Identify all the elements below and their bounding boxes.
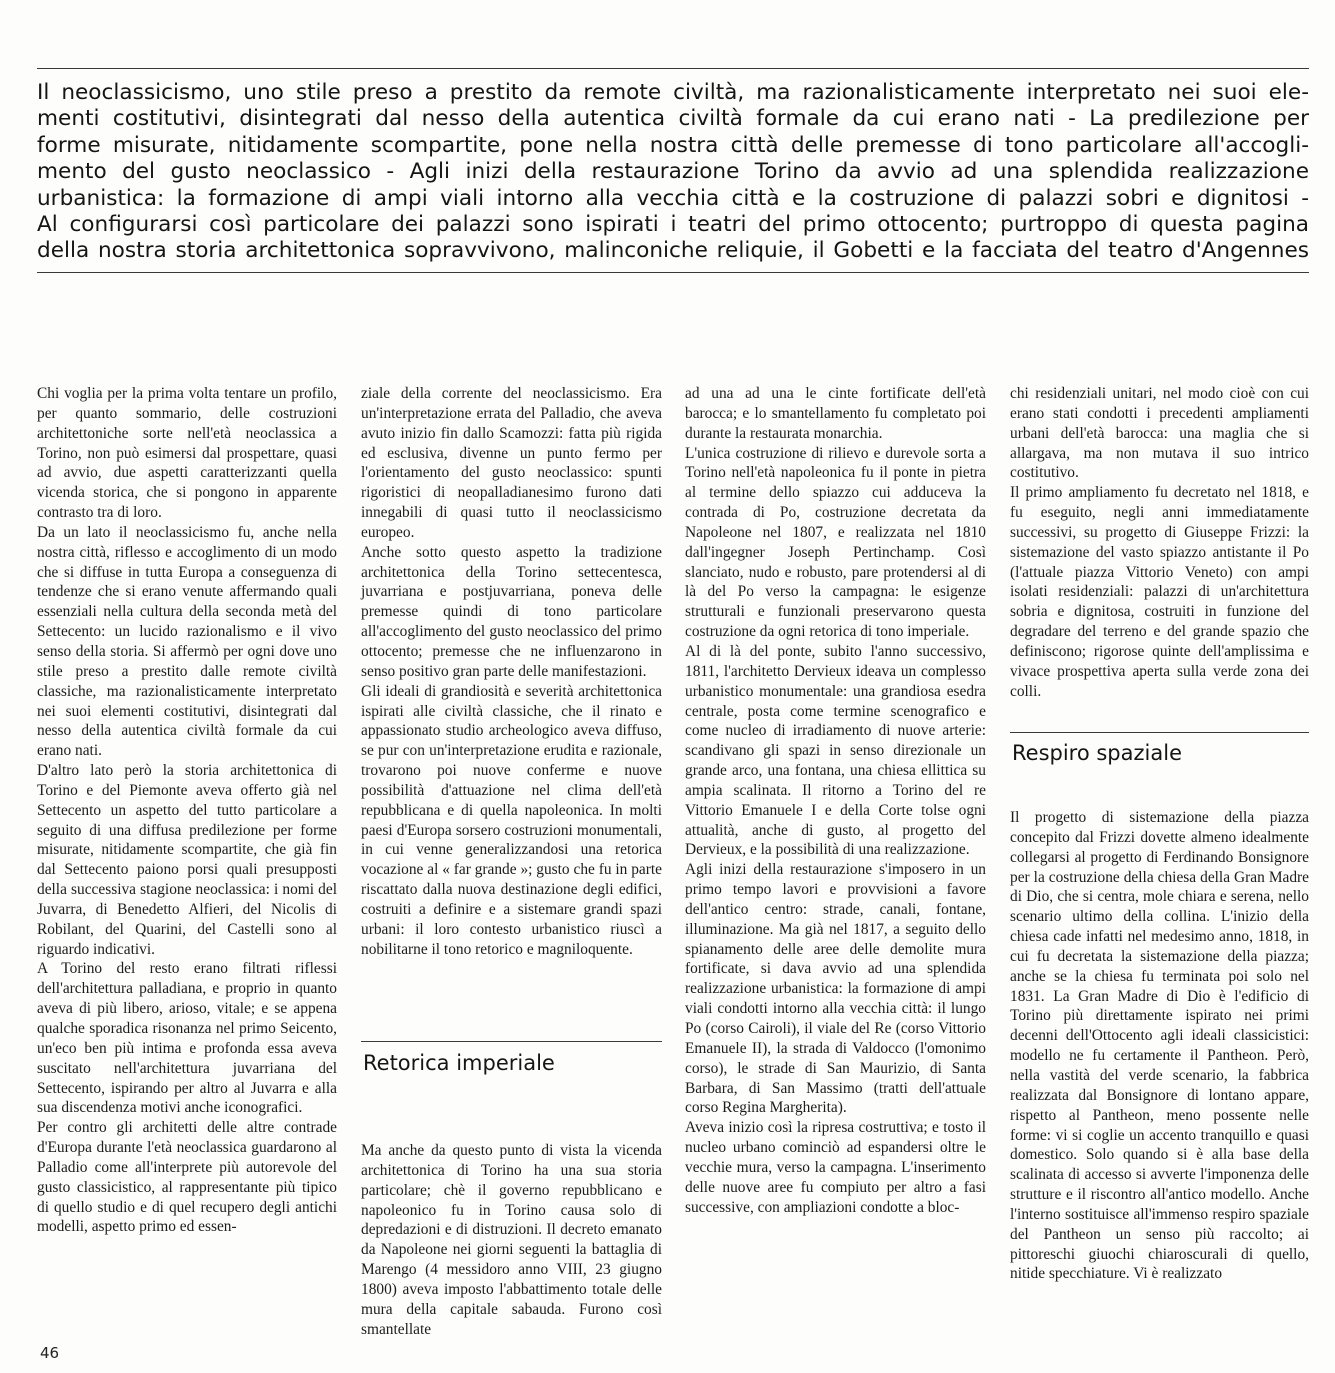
paragraph: Chi voglia per la prima volta tentare un profilo, per quanto sommario, delle costruzioni architettoniche sorte nell'età neoclassica a Torino, non può esimersi dal prospettare, quasi ad avvio, due aspetti caratterizzanti quella vicenda storica, che si pongono in apparente contrasto tra di loro.: [37, 385, 337, 522]
paragraph: ziale della corrente del neoclassicismo. Era un'interpretazione errata del Palladio, che aveva avuto inizio fin dallo Scamozzi: fatta più rigida ed esclusiva, divenne un punto fermo per l'orientamento del gusto neoclassico: spunti rigoristici di neopalladianesimo furono dati innegabili di quasi tutto il neoclassicismo europeo.: [361, 385, 662, 541]
paragraph: Per contro gli architetti delle altre contrade d'Europa durante l'età neoclassica guardarono al Palladio come all'interprete più autorevole del gusto classicistico, al rappresentante più tipico di quello studio e di quel recupero degli antichi modelli, aspetto primo ed essen-: [37, 1119, 337, 1236]
headline-line: mento del gusto neoclassico - Agli inizi della restaurazione Torino da avvio ad una splendida realizzazione: [37, 159, 1309, 185]
headline-line: forme misurate, nitidamente scompartite, pone nella nostra città delle premesse di tono particolare all'accogli-: [37, 132, 1309, 158]
paragraph: Gli ideali di grandiosità e severità architettonica ispirati alle civiltà classiche, che il rinato e appassionato studio archeologico aveva diffuso, se pur con un'interpretazione erudita e razionale, trovarono poi nuove conferme e nuove possibilità d'attuazione nel clima dell'età repubblicana e di quella napoleonica. In molti paesi d'Europa sorsero costruzioni monumentali, in cui venne generalizzandosi una retorica vocazione al « far grande »; gusto che fu in parte riscattato dalla nuova destinazione degli edifici, costruiti a definire e a sistemare grandi spazi urbani: il loro contesto urbanistico riuscì a nobilitarne il tono retorico e magniloquente.: [361, 682, 662, 958]
column-3: [685, 384, 986, 1217]
header-top-rule: [37, 68, 1309, 69]
section-rule: [361, 1041, 662, 1042]
header-bottom-rule: [37, 272, 1309, 273]
column-2-section: [361, 1141, 662, 1339]
paragraph: ad una ad una le cinte fortificate dell'età barocca; e lo smantellamento fu completato poi durante la restaurata monarchia.: [685, 385, 986, 442]
headline-line: Al configurarsi così particolare dei palazzi sono ispirati i teatri del primo ottocento; purtroppo di questa pagina: [37, 212, 1309, 238]
paragraph: A Torino del resto erano filtrati riflessi dell'architettura palladiana, e proprio in quanto aveva di più libero, arioso, vitale; e se appena qualche sporadica risonanza nel primo Seicento, un'eco ben più intima e profonda essa aveva suscitato nell'architettura juvarriana del Settecento, ispirando per altro al Juvarra e alla sua discendenza motivi anche iconografici.: [37, 960, 337, 1117]
column-4-section: [1010, 808, 1309, 1284]
column-2: [361, 384, 662, 959]
paragraph: Agli inizi della restaurazione s'imposero in un primo tempo lavori e provvisioni a favore dell'antico centro: strade, canali, fontane, illuminazione. Ma già nel 1817, a seguito dello spianamento delle aree delle demolite mura fortificate, si dava avvio ad una splendida realizzazione urbanistica: la formazione di ampi viali condotti intorno alla vecchia città: il lungo Po (corso Cairoli), il viale del Re (corso Vittorio Emanuele II), la strada di Valdocco (l'omonimo corso), le strade di San Maurizio, di Santa Barbara, di San Massimo (tratti dell'attuale corso Regina Margherita).: [685, 861, 986, 1117]
paragraph: Anche sotto questo aspetto la tradizione architettonica della Torino settecentesca, juvarriana e postjuvarriana, poneva delle premesse quindi di tono particolare all'accoglimento del gusto neoclassico del primo ottocento; premesse che ne influenzarono in senso positivo gran parte delle manifestazioni.: [361, 543, 662, 680]
paragraph: Aveva inizio così la ripresa costruttiva; e tosto il nucleo urbano cominciò ad espandersi oltre le vecchie mura, verso la campagna. L'inserimento delle nuove aree fu compiuto per altro a fasi successive, con ampliazioni condotte a bloc-: [685, 1119, 986, 1216]
page-number: 46: [40, 1344, 60, 1362]
headline-summary: [37, 80, 1309, 265]
paragraph: Al di là del ponte, subito l'anno successivo, 1811, l'architetto Dervieux ideava un complesso urbanistico monumentale: una grandiosa esedra centrale, posta come termine scenografico e come nucleo di irradiamento di nuove arterie: scandivano gli spazi in senso direzionale un grande arco, una fontana, una chiesa ellittica su ampia scalinata. Il ritorno a Torino del re Vittorio Emanuele I e della Corte tolse ogni attualità, anche di gusto, al progetto del Dervieux, e la possibilità di una realizzazione.: [685, 642, 986, 859]
headline-line: Il neoclassicismo, uno stile preso a prestito da remote civiltà, ma razionalisticamente interpretato nei suoi ele-: [37, 80, 1309, 105]
paragraph: Da un lato il neoclassicismo fu, anche nella nostra città, riflesso e accoglimento di un modo che si diffuse in tutta Europa a conseguenza di tendenze che si erano venute affermando quali essenziali nella cultura della seconda metà del Settecento: un lucido razionalismo e il vivo senso della storia. Si affermò per ogni dove uno stile preso a prestito dalle remote civiltà classiche, ma razionalisticamente interpretato nei suoi elementi costitutivi, disintegrati dal nesso della autentica civiltà formale da cui erano nati.: [37, 523, 337, 760]
section-rule: [1010, 732, 1309, 733]
section-heading-retorica-imperiale: Retorica imperiale: [363, 1051, 555, 1075]
column-4: [1010, 384, 1309, 702]
paragraph: Ma anche da questo punto di vista la vicenda architettonica di Torino ha una sua storia particolare; chè il governo repubblicano e napoleonico fu in Torino causa solo di depredazioni e di distruzioni. Il decreto emanato da Napoleone nei giorni seguenti la battaglia di Marengo (4 messidoro anno VIII, 23 giugno 1800) aveva imposto l'abbattimento totale delle mura della capitale sabauda. Furono così smantellate: [361, 1142, 662, 1338]
section-heading-respiro-spaziale: Respiro spaziale: [1012, 741, 1182, 765]
headline-line: menti costitutivi, disintegrati dal nesso della autentica civiltà formale da cui erano nati - La predilezione per: [37, 106, 1309, 132]
headline-line: urbanistica: la formazione di ampi viali intorno alla vecchia città e la costruzione di palazzi sobri e dignitosi -: [37, 185, 1309, 211]
headline-line: della nostra storia architettonica sopravvivono, malinconiche reliquie, il Gobetti e la facciata del teatro d'Angennes: [37, 238, 1309, 264]
paragraph: Il progetto di sistemazione della piazza concepito dal Frizzi dovette almeno idealmente collegarsi al progetto di Ferdinando Bonsignore per la costruzione della chiesa della Gran Madre di Dio, che si centra, mole chiara e serena, nello scenario ultimo della collina. L'inizio della chiesa cade infatti nel medesimo anno, 1818, in cui fu decretata la sistemazione della piazza; anche se la chiesa fu terminata poi solo nel 1831. La Gran Madre di Dio è l'edificio di Torino più direttamente ispirato nei primi decenni dell'Ottocento agli ideali classicistici: modello ne fu certamente il Pantheon. Però, nella vastità del verde scenario, la fabbrica realizzata dal Bonsignore di lontano appare, rispetto al Pantheon, meno possente nelle forme: vi si coglie un accento tranquillo e quasi domestico. Solo quando si è alla base della scalinata di accesso si avverte l'imponenza delle strutture e il riscontro all'antico modello. Anche l'interno sostituisce all'immenso respiro spaziale del Pantheon un senso più raccolto; ai pittoreschi giuochi chiaroscurali di quello, nitide specchiature. Vi è realizzato: [1010, 809, 1309, 1283]
paragraph: L'unica costruzione di rilievo e durevole sorta a Torino nell'età napoleonica fu il ponte in pietra al termine dello spiazzo cui adduceva la contrada di Po, costruzione decretata da Napoleone nel 1807, e realizzata nel 1810 dall'ingegner Joseph Pertinchamp. Così slanciato, nudo e robusto, pare protendersi al di là del Po verso la campagna: le esigenze strutturali e funzionali preservarono questa costruzione da ogni retorica di tono imperiale.: [685, 444, 986, 641]
paragraph: D'altro lato però la storia architettonica di Torino e del Piemonte aveva offerto già nel Settecento un aspetto del tutto particolare a seguito di una diffusa predilezione per forme misurate, nitidamente scompartite, che già fin dal Settecento paiono porsi quali presupposti della successiva stagione neoclassica: i nomi del Juvarra, di Benedetto Alfieri, del Nicolis di Robilant, del Quarini, del Castelli sono al riguardo indicativi.: [37, 762, 337, 958]
paragraph: Il primo ampliamento fu decretato nel 1818, e fu eseguito, negli anni immediatamente successivi, su progetto di Giuseppe Frizzi: la sistemazione del vasto spiazzo antistante il Po (l'attuale piazza Vittorio Veneto) con ampi isolati residenziali: palazzi di un'architettura sobria e dignitosa, costruiti in funzione del degradare del terreno e del grande spazio che definiscono; rigorose quinte dell'amplissima e vivace prospettiva aperta sulla verde zona dei colli.: [1010, 484, 1309, 700]
paragraph: chi residenziali unitari, nel modo cioè con cui erano stati condotti i precedenti ampliamenti urbani dell'età barocca: una maglia che si allargava, ma non mutava il suo intrico costitutivo.: [1010, 385, 1309, 482]
column-1: [37, 384, 337, 1237]
